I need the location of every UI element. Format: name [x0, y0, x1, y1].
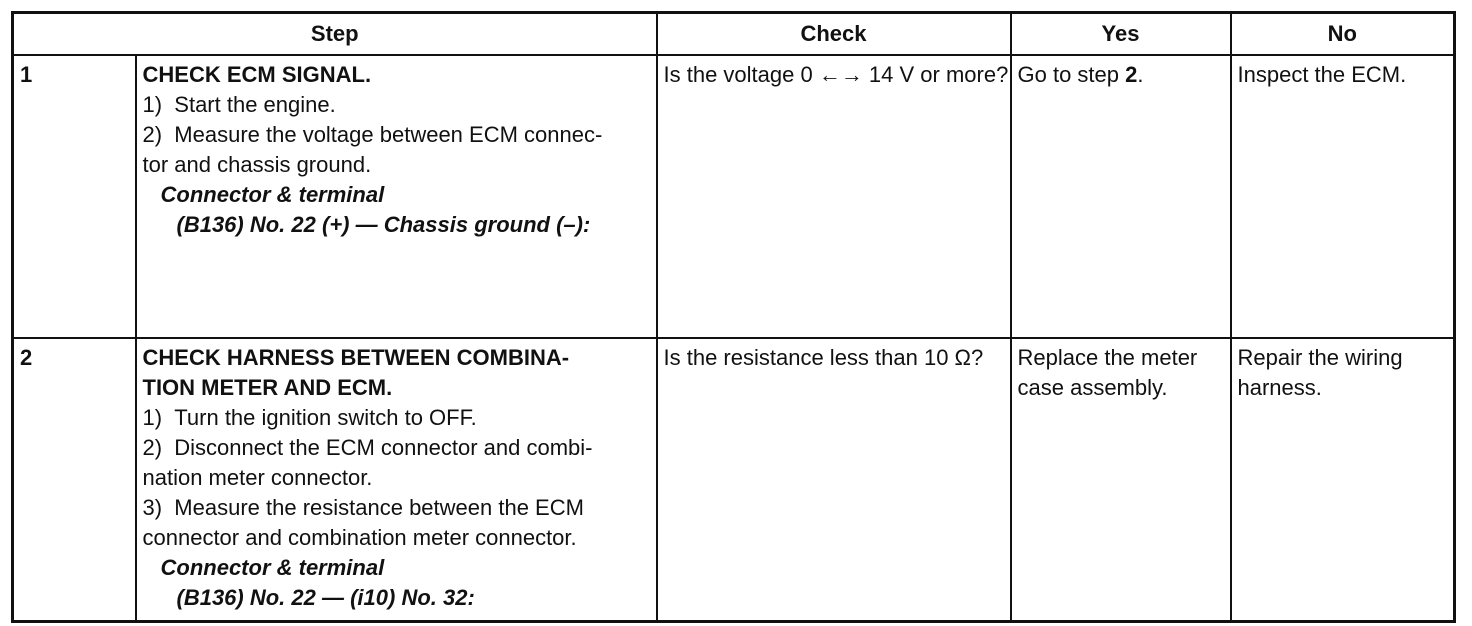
yes-step-ref: 2: [1125, 62, 1138, 87]
step-instruction: 2) Measure the voltage between ECM connec-: [142, 122, 603, 147]
step-instruction: 3) Measure the resistance between the ECM: [142, 495, 584, 520]
header-yes: Yes: [1011, 13, 1231, 56]
step-instruction: 1) Turn the ignition switch to OFF.: [142, 405, 477, 430]
terminal-spec: (B136) No. 22 — (i10) No. 32:: [176, 585, 475, 610]
step-instruction: connector and combination meter connector.: [142, 525, 577, 550]
connector-label: Connector & terminal: [160, 555, 385, 580]
no-cell: Inspect the ECM.: [1231, 55, 1455, 338]
step-instruction: 1) Start the engine.: [142, 92, 336, 117]
connector-label: Connector & terminal: [160, 182, 385, 207]
step-title: TION METER AND ECM.: [142, 375, 393, 400]
terminal-spec: (B136) No. 22 (+) — Chassis ground (–):: [176, 212, 591, 237]
check-cell: Is the voltage 0 ←→ 14 V or more?: [657, 55, 1011, 338]
yes-suffix: .: [1137, 62, 1144, 87]
header-check: Check: [657, 13, 1011, 56]
step-title: CHECK HARNESS BETWEEN COMBINA-: [142, 345, 570, 370]
header-row: [13, 13, 1455, 56]
step-number: 1: [13, 55, 136, 338]
step-instruction: tor and chassis ground.: [142, 152, 372, 177]
header-no: No: [1231, 13, 1455, 56]
step-title: CHECK ECM SIGNAL.: [142, 62, 372, 87]
table-row: [13, 55, 1455, 338]
yes-cell: [1011, 55, 1231, 338]
table-row: [13, 338, 1455, 622]
step-description: [136, 55, 657, 338]
step-instruction: 2) Disconnect the ECM connector and combi-: [142, 435, 593, 460]
yes-text: Go to step: [1017, 62, 1126, 87]
step-instruction: nation meter connector.: [142, 465, 373, 490]
diagnostic-table: [11, 11, 1456, 623]
check-cell: Is the resistance less than 10 Ω?: [657, 338, 1011, 622]
header-step: Step: [13, 13, 657, 56]
step-description: [136, 338, 657, 622]
no-cell: Repair the wiring harness.: [1231, 338, 1455, 622]
step-number: 2: [13, 338, 136, 622]
yes-cell: Replace the meter case assembly.: [1011, 338, 1231, 622]
